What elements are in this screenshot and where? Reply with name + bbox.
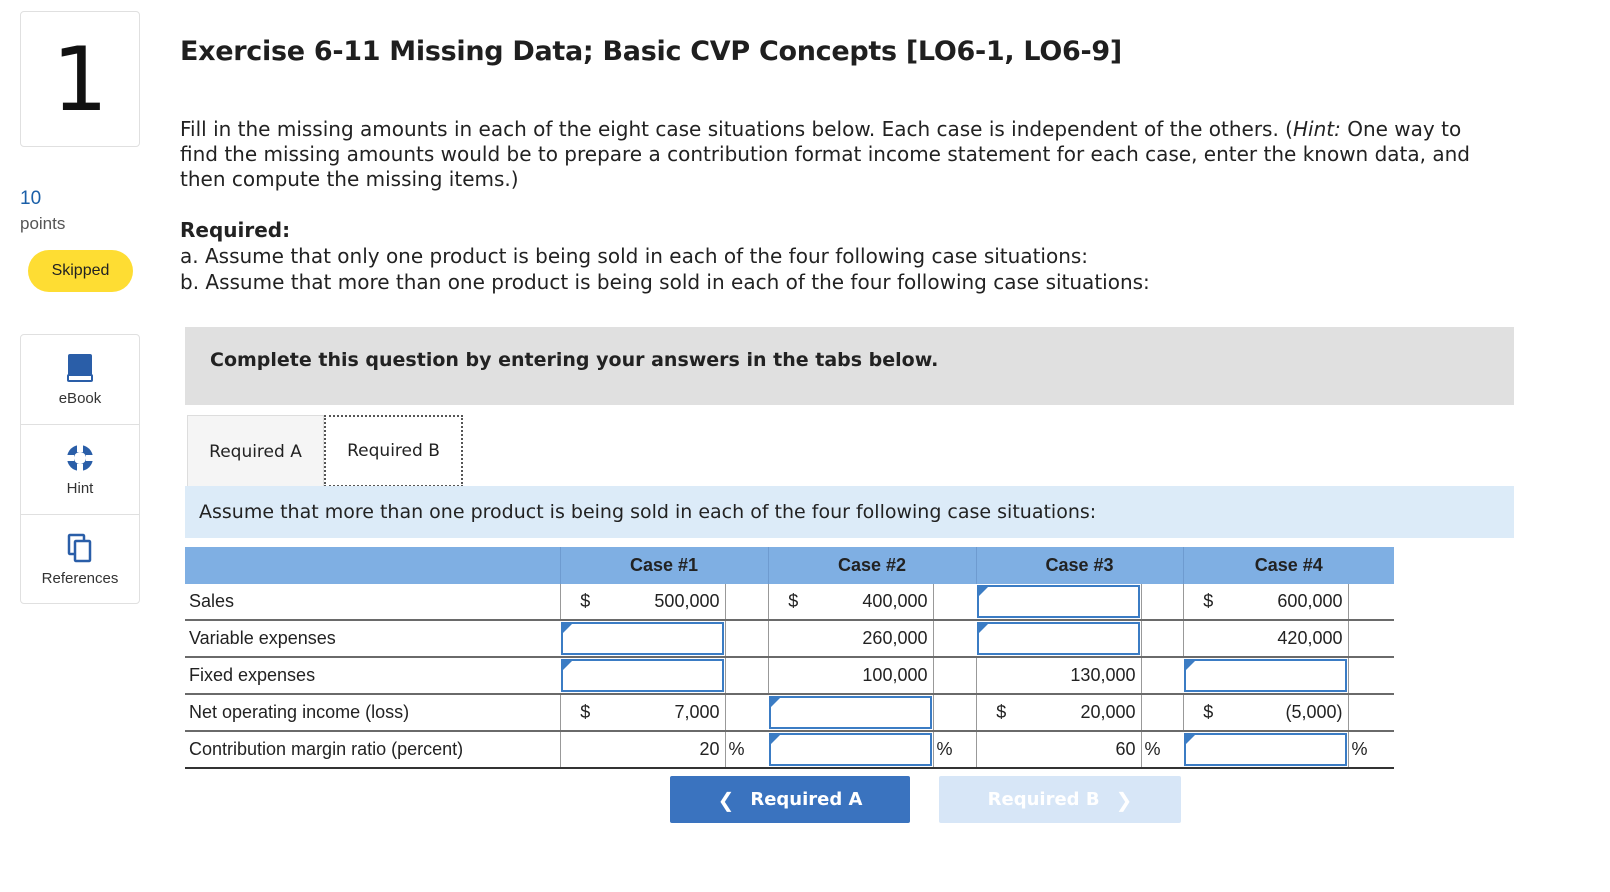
currency-sign: $ [768,584,818,620]
question-number: 1 [20,11,140,147]
ebook-label: eBook [58,389,102,407]
currency-blank [1183,620,1233,657]
table-row-sales [185,584,1394,620]
variable-case-3-cell [976,620,1141,657]
table-header-row [185,547,1394,584]
percent-sign: % [725,731,768,768]
table-row-contribution-margin-ratio [185,731,1394,768]
references-button[interactable] [21,515,139,605]
header-case-4: Case #4 [1183,547,1394,584]
unit-cell [1141,657,1183,694]
cmr-case-4-input[interactable] [1184,733,1347,766]
prev-button-label: Required A [750,789,863,810]
exercise-instructions [180,117,1500,192]
sales-case-1: 500,000 [610,584,725,620]
intro-rest: One way to find the missing amounts would be to prepare a contribution format income statement for each case, enter the known data, and then compute the missing items.) [180,117,1470,191]
currency-sign: $ [976,694,1026,731]
header-case-1: Case #1 [560,547,768,584]
variable-case-1-input[interactable] [561,622,724,655]
lifebuoy-icon [65,443,95,473]
references-label: References [41,570,119,587]
unit-cell [725,620,768,657]
exercise-title: Exercise 6-11 Missing Data; Basic CVP Concepts [LO6-1, LO6-9] [180,36,1122,67]
unit-cell [1348,694,1394,731]
noi-case-1: 7,000 [610,694,725,731]
ebook-button[interactable] [21,335,139,425]
currency-blank [768,657,818,694]
fixed-case-3: 130,000 [1026,657,1141,694]
unit-cell [933,694,976,731]
tab-required-a[interactable]: Required A [187,415,324,487]
fixed-case-1-input[interactable] [561,659,724,692]
unit-cell [725,657,768,694]
percent-sign: % [1141,731,1183,768]
fixed-case-2: 100,000 [818,657,933,694]
row-label-variable-expenses: Variable expenses [185,620,560,657]
intro-main: Fill in the missing amounts in each of the eight case situations below. Each case is independent of the others. ( [180,117,1293,141]
sales-case-3-input[interactable] [977,585,1140,618]
instructions-banner-text: Complete this question by entering your answers in the tabs below. [210,349,939,371]
percent-sign: % [933,731,976,768]
currency-sign: $ [560,694,610,731]
currency-blank [560,731,610,768]
unit-cell [1141,694,1183,731]
noi-case-2-input[interactable] [769,696,932,729]
cmr-case-1: 20 [610,731,725,768]
table-row-fixed-expenses [185,657,1394,694]
unit-cell [1348,620,1394,657]
variable-case-2: 260,000 [818,620,933,657]
required-section [180,217,1500,295]
copy-icon [66,533,94,563]
variable-case-4: 420,000 [1233,620,1348,657]
unit-cell [1348,657,1394,694]
unit-cell [1348,584,1394,620]
noi-case-2-cell [768,694,933,731]
cmr-case-3: 60 [1026,731,1141,768]
header-case-2: Case #2 [768,547,976,584]
noi-case-4: (5,000) [1233,694,1348,731]
tools-panel [20,334,140,604]
row-label-fixed-expenses: Fixed expenses [185,657,560,694]
row-label-net-operating-income: Net operating income (loss) [185,694,560,731]
cmr-case-4-cell [1183,731,1348,768]
sales-case-4: 600,000 [1233,584,1348,620]
header-case-3: Case #3 [976,547,1183,584]
table-row-net-operating-income [185,694,1394,731]
required-b-text: b. Assume that more than one product is being sold in each of the four following case situations: [180,270,1150,294]
fixed-case-4-cell [1183,657,1348,694]
required-heading: Required: [180,218,291,242]
variable-case-1-cell [560,620,725,657]
currency-blank [768,620,818,657]
unit-cell [725,584,768,620]
points-label: points [20,214,66,233]
table-row-variable-expenses [185,620,1394,657]
unit-cell [1141,584,1183,620]
percent-sign: % [1348,731,1394,768]
unit-cell [1141,620,1183,657]
points-value: 10 [20,188,42,209]
fixed-case-4-input[interactable] [1184,659,1347,692]
currency-blank [976,657,1026,694]
unit-cell [933,584,976,620]
intro-hint-word: Hint: [1293,117,1341,141]
header-label-cell [185,547,560,584]
book-icon [66,353,94,383]
prev-required-a-button[interactable] [670,776,910,823]
currency-sign: $ [1183,694,1233,731]
hint-button[interactable] [21,425,139,515]
hint-label: Hint [66,479,94,497]
cmr-case-2-cell [768,731,933,768]
next-required-b-button[interactable] [939,776,1181,823]
sales-case-2: 400,000 [818,584,933,620]
currency-blank [976,731,1026,768]
row-label-contribution-margin-ratio: Contribution margin ratio (percent) [185,731,560,768]
variable-case-3-input[interactable] [977,622,1140,655]
required-a-text: a. Assume that only one product is being sold in each of the four following case situations: [180,244,1089,268]
currency-sign: $ [560,584,610,620]
instructions-banner [185,327,1514,405]
chevron-right-icon: ❯ [1115,787,1133,812]
unit-cell [725,694,768,731]
tab-prompt: Assume that more than one product is being sold in each of the four following case situations: [185,486,1514,538]
unit-cell [933,620,976,657]
chevron-left-icon: ❮ [717,787,735,812]
cvp-table [185,547,1394,769]
sales-case-3-cell [976,584,1141,620]
unit-cell [933,657,976,694]
skipped-badge: Skipped [28,250,133,292]
cmr-case-2-input[interactable] [769,733,932,766]
noi-case-3: 20,000 [1026,694,1141,731]
currency-sign: $ [1183,584,1233,620]
row-label-sales: Sales [185,584,560,620]
next-button-label: Required B [987,789,1100,810]
tab-required-b[interactable]: Required B [324,415,463,487]
fixed-case-1-cell [560,657,725,694]
